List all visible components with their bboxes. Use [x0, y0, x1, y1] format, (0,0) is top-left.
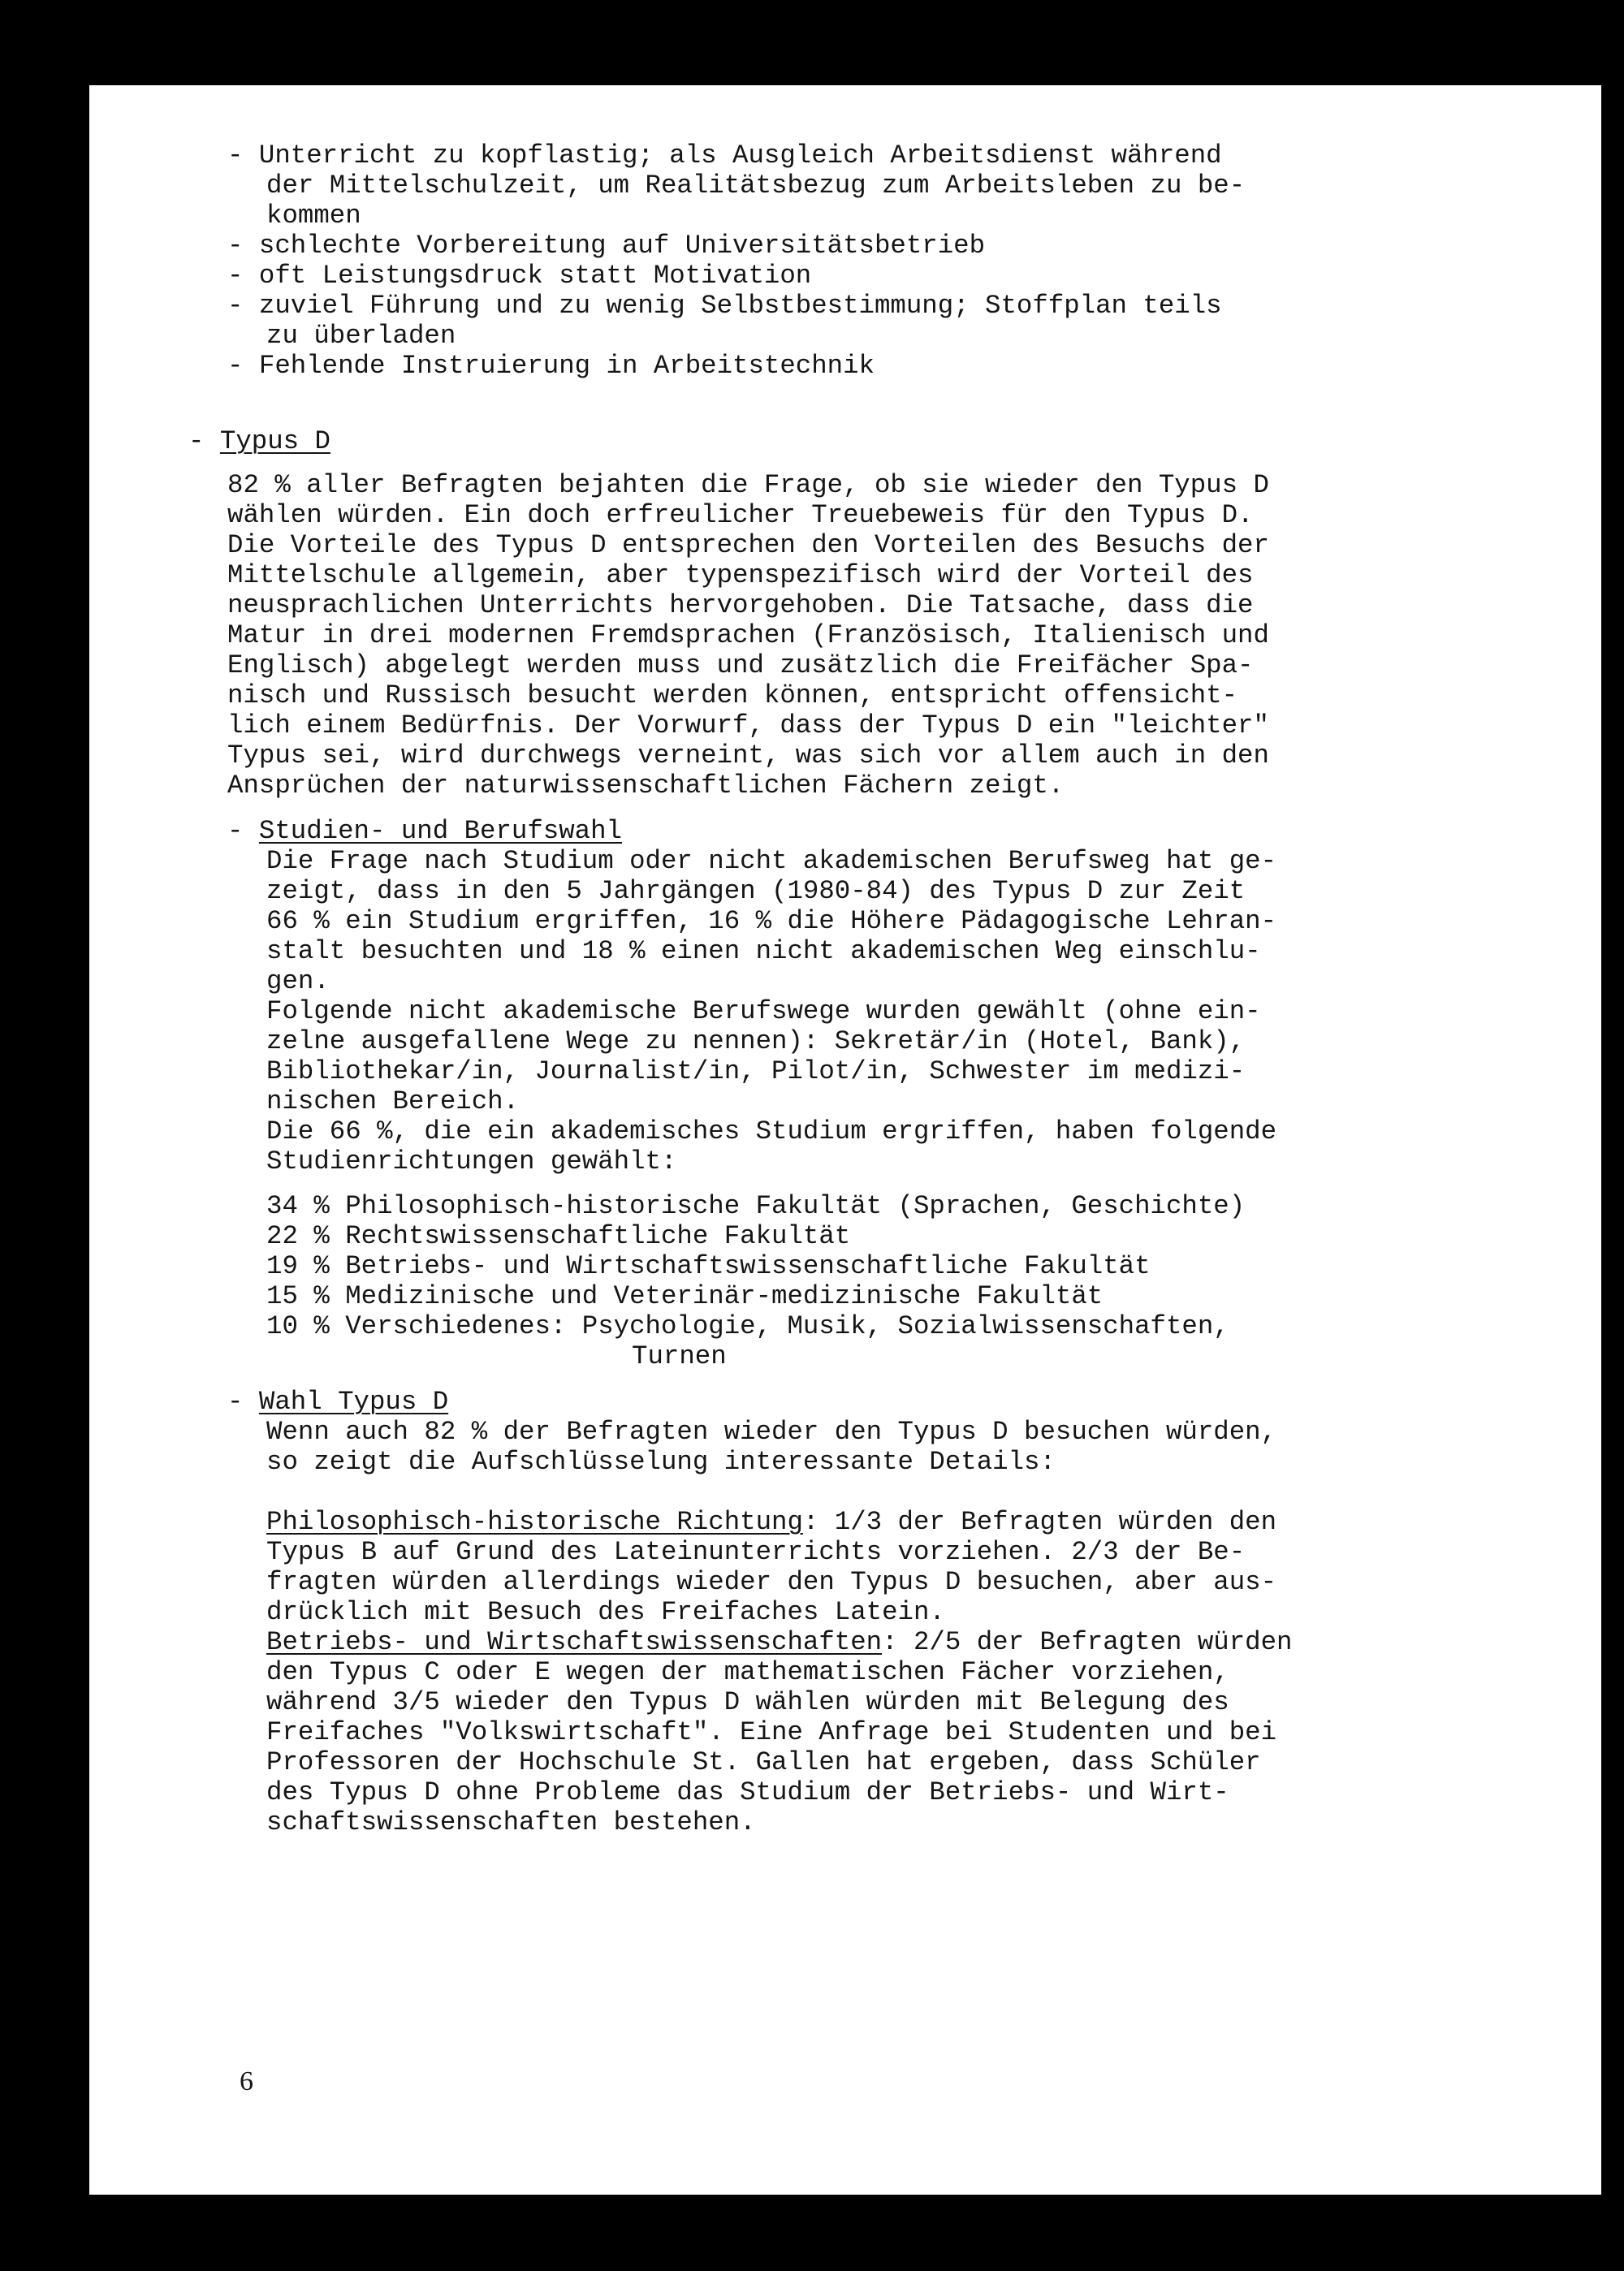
text-segment: zeigt, dass in den 5 Jahrgängen (1980-84) des Typus D zur Zeit: [266, 876, 1246, 906]
text-line: [227, 500, 1253, 530]
text-line: [266, 1251, 1151, 1281]
text-line: [266, 1807, 756, 1837]
text-segment: den Typus C oder E wegen der mathematischen Fächer vorziehen,: [266, 1657, 1229, 1687]
text-segment: gen.: [266, 966, 330, 996]
text-segment: 10 % Verschiedenes: Psychologie, Musik, Sozialwissenschaften,: [266, 1311, 1229, 1341]
page-number: 6: [240, 2066, 253, 2096]
text-segment: 15 % Medizinische und Veterinär-medizinische Fakultät: [266, 1281, 1104, 1311]
text-line: [227, 140, 1222, 171]
text-line: [227, 680, 1237, 710]
text-line: [227, 771, 1064, 801]
text-segment: 82 % aller Befragten bejahten die Frage, ob sie wieder den Typus D: [227, 470, 1269, 500]
text-segment: 34 % Philosophisch-historische Fakultät (Sprachen, Geschichte): [266, 1191, 1246, 1221]
text-segment: drücklich mit Besuch des Freifaches Latein.: [266, 1597, 945, 1627]
text-line: [227, 816, 622, 846]
text-line: [632, 1341, 727, 1371]
text-segment: Matur in drei modernen Fremdsprachen (Französisch, Italienisch und: [227, 620, 1269, 650]
text-line: [227, 351, 875, 381]
text-line: [266, 1717, 1276, 1747]
document-page: [89, 85, 1601, 2195]
text-line: [266, 1146, 676, 1177]
text-segment: Studienrichtungen gewählt:: [266, 1146, 677, 1177]
text-line: [266, 1657, 1229, 1687]
text-segment: Englisch) abgelegt werden muss und zusätzlich die Freifächer Spa-: [227, 650, 1254, 680]
text-line: [266, 876, 1245, 906]
text-segment: 22 % Rechtswissenschaftliche Fakultät: [266, 1221, 851, 1251]
text-segment: kommen: [266, 201, 361, 231]
text-segment: - Unterricht zu kopflastig; als Ausgleich Arbeitsdienst während: [227, 140, 1222, 171]
text-segment: Bibliothekar/in, Journalist/in, Pilot/in, Schwester im medizi-: [266, 1056, 1246, 1086]
text-line: [266, 1191, 1245, 1221]
text-line: [266, 201, 361, 231]
text-line: [266, 1311, 1229, 1341]
underlined-heading: Philosophisch-historische Richtung: [266, 1507, 803, 1537]
text-line: [266, 1597, 945, 1627]
text-segment: wählen würden. Ein doch erfreulicher Treuebeweis für den Typus D.: [227, 500, 1254, 530]
underlined-heading: Studien- und Berufswahl: [258, 816, 622, 846]
text-segment: des Typus D ohne Probleme das Studium der Betriebs- und Wirt-: [266, 1777, 1229, 1807]
text-segment: der Mittelschulzeit, um Realitätsbezug zum Arbeitsleben zu be-: [266, 171, 1246, 201]
text-line: [188, 426, 330, 456]
text-segment: Die 66 %, die ein akademisches Studium ergriffen, haben folgende: [266, 1116, 1277, 1146]
text-line: [266, 1221, 850, 1251]
text-segment: nisch und Russisch besucht werden können, entspricht offensicht-: [227, 680, 1238, 710]
text-segment: - schlechte Vorbereitung auf Universitätsbetrieb: [227, 231, 986, 261]
text-line: [266, 936, 1261, 966]
text-segment: - Fehlende Instruierung in Arbeitstechnik: [227, 351, 875, 381]
text-segment: nischen Bereich.: [266, 1086, 520, 1116]
text-segment: Typus B auf Grund des Lateinunterrichts vorziehen. 2/3 der Be-: [266, 1537, 1246, 1567]
text-segment: Ansprüchen der naturwissenschaftlichen Fächern zeigt.: [227, 771, 1065, 801]
text-segment: Die Frage nach Studium oder nicht akademischen Berufsweg hat ge-: [266, 846, 1277, 876]
text-segment: zelne ausgefallene Wege zu nennen): Sekretär/in (Hotel, Bank),: [266, 1026, 1246, 1056]
text-segment: schaftswissenschaften bestehen.: [266, 1807, 756, 1837]
text-line: [266, 1747, 1261, 1777]
text-line: [227, 470, 1269, 500]
text-line: [266, 1687, 1229, 1717]
text-line: [266, 321, 456, 351]
text-line: [266, 1567, 1276, 1597]
text-segment: während 3/5 wieder den Typus D wählen würden mit Belegung des: [266, 1687, 1229, 1717]
text-line: [266, 996, 1261, 1026]
text-line: [227, 560, 1253, 590]
text-segment: -: [188, 426, 220, 456]
underlined-heading: Wahl Typus D: [258, 1387, 449, 1417]
text-segment: zu überladen: [266, 321, 456, 351]
text-segment: neusprachlichen Unterrichts hervorgehoben. Die Tatsache, dass die: [227, 590, 1254, 620]
text-segment: Die Vorteile des Typus D entsprechen den Vorteilen des Besuchs der: [227, 530, 1269, 560]
text-line: [266, 966, 330, 996]
text-line: [266, 171, 1245, 201]
text-line: [266, 1417, 1276, 1447]
text-segment: Mittelschule allgemein, aber typenspezifisch wird der Vorteil des: [227, 560, 1254, 590]
text-segment: : 2/5 der Befragten würden: [882, 1627, 1293, 1657]
text-line: [227, 291, 1222, 321]
text-line: [227, 530, 1269, 560]
text-segment: - zuviel Führung und zu wenig Selbstbestimmung; Stoffplan teils: [227, 291, 1222, 321]
text-line: [266, 1777, 1229, 1807]
text-segment: Typus sei, wird durchwegs verneint, was sich vor allem auch in den: [227, 740, 1269, 771]
text-line: [227, 1387, 448, 1417]
text-segment: Professoren der Hochschule St. Gallen hat ergeben, dass Schüler: [266, 1747, 1261, 1777]
text-line: [266, 846, 1276, 876]
text-line: [266, 1026, 1245, 1056]
underlined-heading: Betriebs- und Wirtschaftswissenschaften: [266, 1627, 883, 1657]
text-line: [266, 1281, 1103, 1311]
text-segment: stalt besuchten und 18 % einen nicht akademischen Weg einschlu-: [266, 936, 1261, 966]
text-line: [227, 231, 985, 261]
text-line: [266, 1537, 1245, 1567]
text-line: [227, 261, 811, 291]
text-segment: Wenn auch 82 % der Befragten wieder den Typus D besuchen würden,: [266, 1417, 1277, 1447]
text-line: [227, 740, 1269, 771]
text-segment: - oft Leistungsdruck statt Motivation: [227, 261, 812, 291]
text-line: [266, 1507, 1276, 1537]
text-line: [266, 1116, 1276, 1146]
text-segment: : 1/3 der Befragten würden den: [802, 1507, 1277, 1537]
text-segment: -: [227, 1387, 259, 1417]
text-line: [266, 1447, 1056, 1477]
text-segment: Turnen: [632, 1341, 727, 1371]
text-line: [266, 906, 1276, 936]
text-line: [266, 1056, 1245, 1086]
text-segment: lich einem Bedürfnis. Der Vorwurf, dass der Typus D ein "leichter": [227, 710, 1269, 740]
underlined-heading: Typus D: [219, 426, 330, 456]
text-line: [227, 650, 1253, 680]
text-line: [266, 1086, 519, 1116]
text-line: [266, 1627, 1292, 1657]
text-segment: Folgende nicht akademische Berufswege wurden gewählt (ohne ein-: [266, 996, 1261, 1026]
text-segment: so zeigt die Aufschlüsselung interessante Details:: [266, 1447, 1056, 1477]
text-segment: 19 % Betriebs- und Wirtschaftswissenschaftliche Fakultät: [266, 1251, 1151, 1281]
text-line: [227, 620, 1269, 650]
text-line: [227, 590, 1253, 620]
text-segment: Freifaches "Volkswirtschaft". Eine Anfrage bei Studenten und bei: [266, 1717, 1277, 1747]
text-segment: -: [227, 816, 259, 846]
text-segment: 66 % ein Studium ergriffen, 16 % die Höhere Pädagogische Lehran-: [266, 906, 1277, 936]
text-line: [227, 710, 1269, 740]
text-segment: fragten würden allerdings wieder den Typus D besuchen, aber aus-: [266, 1567, 1277, 1597]
